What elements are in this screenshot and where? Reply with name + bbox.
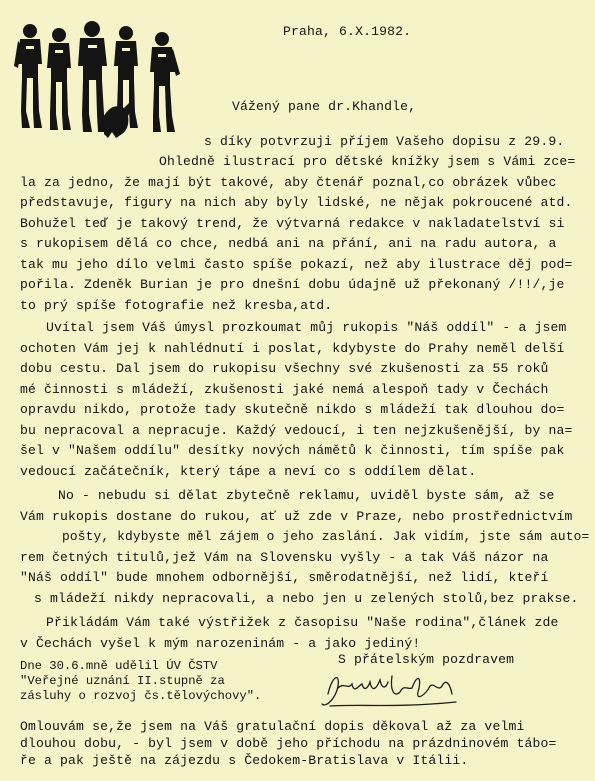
postscript-line: dlouhou dobu, - byl jsem v době jeho příchodu na prázdninovém tábo= — [20, 736, 557, 751]
body-line: pošty, kdybyste měl zájem o jeho zaslání. Jak vidím, jste sám auto= — [62, 529, 590, 544]
body-line: dobu cestu. Dal jsem do rukopisu všechny své zkušenosti za 55 roků — [20, 361, 549, 376]
body-line: Přikládám Vám také výstřižek z časopisu "Naše rodina",článek zde — [46, 615, 559, 630]
body-line: s rukopisem dělá co chce, nedbá ani na přání, ani na radu autora, a — [20, 236, 557, 251]
side-note-line: Dne 30.6.mně udělil ÚV ČSTV — [20, 659, 218, 673]
closing: S přátelským pozdravem — [338, 652, 515, 667]
body-line: ochoten Vám jej k nahlédnutí i poslat, kdybyste do Prahy neměl delší — [20, 341, 565, 356]
body-line: s díky potvrzuji příjem Vašeho dopisu z 29.9. — [204, 134, 565, 149]
salutation: Vážený pane dr.Khandle, — [232, 99, 417, 114]
body-line: la za jedno, že mají být takové, aby čtenář poznal,co obrázek vůbec — [20, 175, 557, 190]
body-line: bu nepracoval a nepracuje. Každý vedoucí, i ten nejzkušenější, by na= — [20, 423, 573, 438]
postscript-line: Omlouvám se,že jsem na Váš gratulační dopis děkoval až za velmi — [20, 719, 525, 734]
body-line: šel v "Našem oddílu" desítky nových námětů k činnosti, tím spíše pak — [20, 443, 565, 458]
body-line: představuje, figury na nich aby byly lidské, ne nějak pokroucené atd. — [20, 195, 573, 210]
postscript-line: ře a pak ještě na zájezdu s Čedokem-Bratislava v Itálii. — [20, 753, 469, 768]
body-line: tak mu jeho dílo velmi často spíše pokazí, než aby ilustrace děj pod= — [20, 257, 573, 272]
body-line: to prý spíše fotografie než kresba,atd. — [20, 298, 333, 313]
body-line: s mládeží nikdy nepracovali, a nebo jen u zelených stolů,bez prakse. — [34, 591, 579, 606]
body-line: Uvítal jsem Váš úmysl prozkoumat můj rukopis "Náš oddíl" - a jsem — [46, 320, 567, 335]
body-line: opravdu nikdo, protože tady skutečně nikdo s mládeží tak dlouhou do= — [20, 402, 565, 417]
body-line: mé činnosti s mládeží, zkušenosti jaké nemá alespoň tady v Čechách — [20, 382, 549, 397]
scout-group-illustration — [12, 16, 190, 141]
body-line: Ohledně ilustrací pro dětské knížky jsem s Vámi zce= — [159, 154, 576, 169]
body-line: vedoucí začátečník, který tápe a neví co s oddílem dělat. — [20, 464, 477, 479]
body-line: rem četných titulů,jež Vám na Slovensku vyšly - a tak Váš názor na — [20, 550, 549, 565]
body-line: Vám rukopis dostane do rukou, ať už zde v Praze, nebo prostřednictvím — [20, 509, 573, 524]
side-note-line: "Veřejné uznání II.stupně za — [20, 674, 225, 688]
body-line: No - nebudu si dělat zbytečně reklamu, uviděl byste sám, až se — [58, 488, 555, 503]
body-line: Bohužel teď je takový trend, že výtvarná redakce v nakladatelství si — [20, 216, 565, 231]
handwritten-signature — [318, 664, 468, 712]
place-date: Praha, 6.X.1982. — [283, 24, 412, 39]
side-note-line: zásluhy o rozvoj čs.tělovýchovy". — [20, 689, 262, 703]
body-line: v Čechách vyšel k mým narozeninám - a jako jediný! — [20, 636, 421, 651]
body-line: "Náš oddíl" bude mnohem odbornější, směrodatnější, než lidí, kteří — [20, 570, 549, 585]
body-line: pořila. Zdeněk Burian je pro dnešní dobu údajně už překonaný /!!/,je — [20, 277, 565, 292]
